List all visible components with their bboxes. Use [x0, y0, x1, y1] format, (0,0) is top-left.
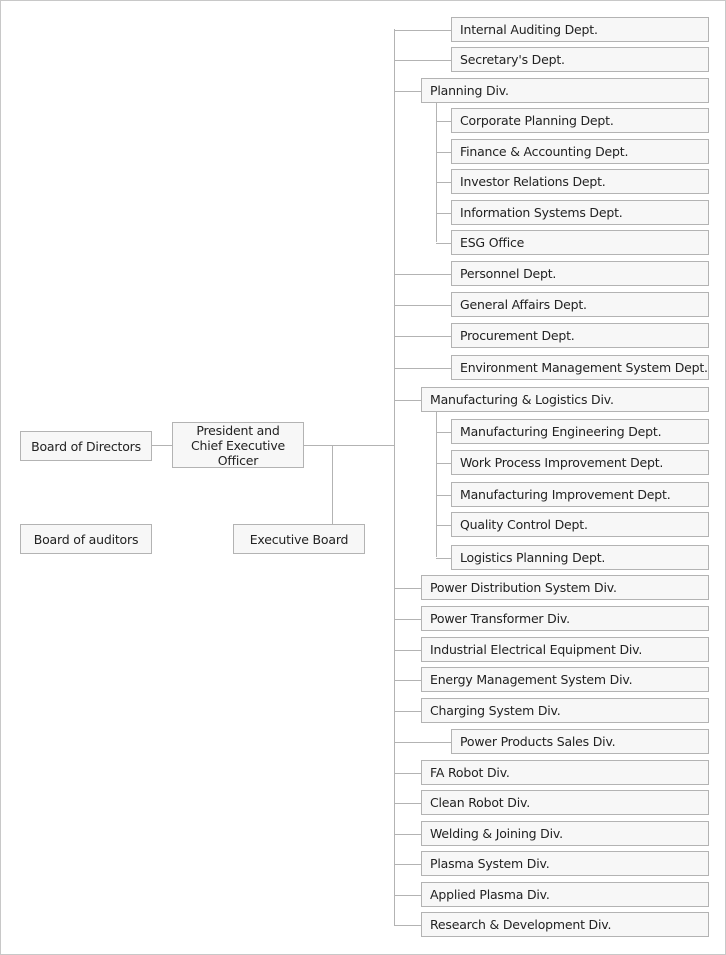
connector-line [394, 60, 451, 61]
connector-line [394, 368, 451, 369]
org-unit-work-process-improvement-dept: Work Process Improvement Dept. [451, 450, 709, 475]
org-unit-corporate-planning-dept: Corporate Planning Dept. [451, 108, 709, 133]
org-unit-personnel-dept: Personnel Dept. [451, 261, 709, 286]
connector-line [436, 243, 451, 244]
planning-sub-trunk [436, 103, 437, 242]
connector-line [394, 336, 451, 337]
connector-line [394, 803, 421, 804]
connector-line [436, 121, 451, 122]
org-unit-power-products-sales-div: Power Products Sales Div. [451, 729, 709, 754]
connector-line [394, 400, 421, 401]
org-unit-general-affairs-dept: General Affairs Dept. [451, 292, 709, 317]
connector-line [394, 742, 451, 743]
org-unit-manufacturing-engineering-dept: Manufacturing Engineering Dept. [451, 419, 709, 444]
org-unit-plasma-system-div: Plasma System Div. [421, 851, 709, 876]
org-unit-applied-plasma-div: Applied Plasma Div. [421, 882, 709, 907]
connector-president-executive [332, 445, 333, 524]
connector-line [436, 525, 451, 526]
org-unit-logistics-planning-dept: Logistics Planning Dept. [451, 545, 709, 570]
connector-line [394, 305, 451, 306]
connector-president-trunk [304, 445, 394, 446]
board-of-auditors-box: Board of auditors [20, 524, 152, 554]
connector-line [394, 773, 421, 774]
connector-line [394, 588, 421, 589]
president-ceo-box: President and Chief Executive Officer [172, 422, 304, 468]
manufacturing-sub-trunk [436, 412, 437, 557]
org-unit-welding-joining-div: Welding & Joining Div. [421, 821, 709, 846]
executive-board-box: Executive Board [233, 524, 365, 554]
org-unit-environment-management-system-dept: Environment Management System Dept. [451, 355, 709, 380]
org-unit-manufacturing-logistics-div: Manufacturing & Logistics Div. [421, 387, 709, 412]
org-unit-internal-auditing-dept: Internal Auditing Dept. [451, 17, 709, 42]
connector-line [394, 864, 421, 865]
main-trunk-line [394, 29, 395, 925]
connector-line [394, 834, 421, 835]
board-of-directors-box: Board of Directors [20, 431, 152, 461]
connector-line [394, 680, 421, 681]
connector-line [394, 619, 421, 620]
org-unit-clean-robot-div: Clean Robot Div. [421, 790, 709, 815]
org-unit-investor-relations-dept: Investor Relations Dept. [451, 169, 709, 194]
org-unit-power-distribution-system-div: Power Distribution System Div. [421, 575, 709, 600]
connector-line [394, 711, 421, 712]
org-unit-quality-control-dept: Quality Control Dept. [451, 512, 709, 537]
org-unit-procurement-dept: Procurement Dept. [451, 323, 709, 348]
org-unit-energy-management-system-div: Energy Management System Div. [421, 667, 709, 692]
org-unit-finance-accounting-dept: Finance & Accounting Dept. [451, 139, 709, 164]
connector-line [436, 558, 451, 559]
org-unit-esg-office: ESG Office [451, 230, 709, 255]
connector-line [436, 495, 451, 496]
org-unit-power-transformer-div: Power Transformer Div. [421, 606, 709, 631]
connector-line [394, 925, 421, 926]
org-unit-secretary-s-dept: Secretary's Dept. [451, 47, 709, 72]
org-unit-research-development-div: Research & Development Div. [421, 912, 709, 937]
org-unit-industrial-electrical-equipment-div: Industrial Electrical Equipment Div. [421, 637, 709, 662]
org-unit-planning-div: Planning Div. [421, 78, 709, 103]
org-unit-information-systems-dept: Information Systems Dept. [451, 200, 709, 225]
org-unit-charging-system-div: Charging System Div. [421, 698, 709, 723]
connector-line [436, 432, 451, 433]
connector-line [436, 213, 451, 214]
connector-line [394, 274, 451, 275]
connector-line [436, 152, 451, 153]
connector-line [436, 463, 451, 464]
connector-line [394, 895, 421, 896]
connector-line [394, 30, 451, 31]
connector-directors-president [152, 445, 172, 446]
connector-line [436, 182, 451, 183]
connector-line [394, 91, 421, 92]
org-unit-fa-robot-div: FA Robot Div. [421, 760, 709, 785]
org-unit-manufacturing-improvement-dept: Manufacturing Improvement Dept. [451, 482, 709, 507]
connector-line [394, 650, 421, 651]
